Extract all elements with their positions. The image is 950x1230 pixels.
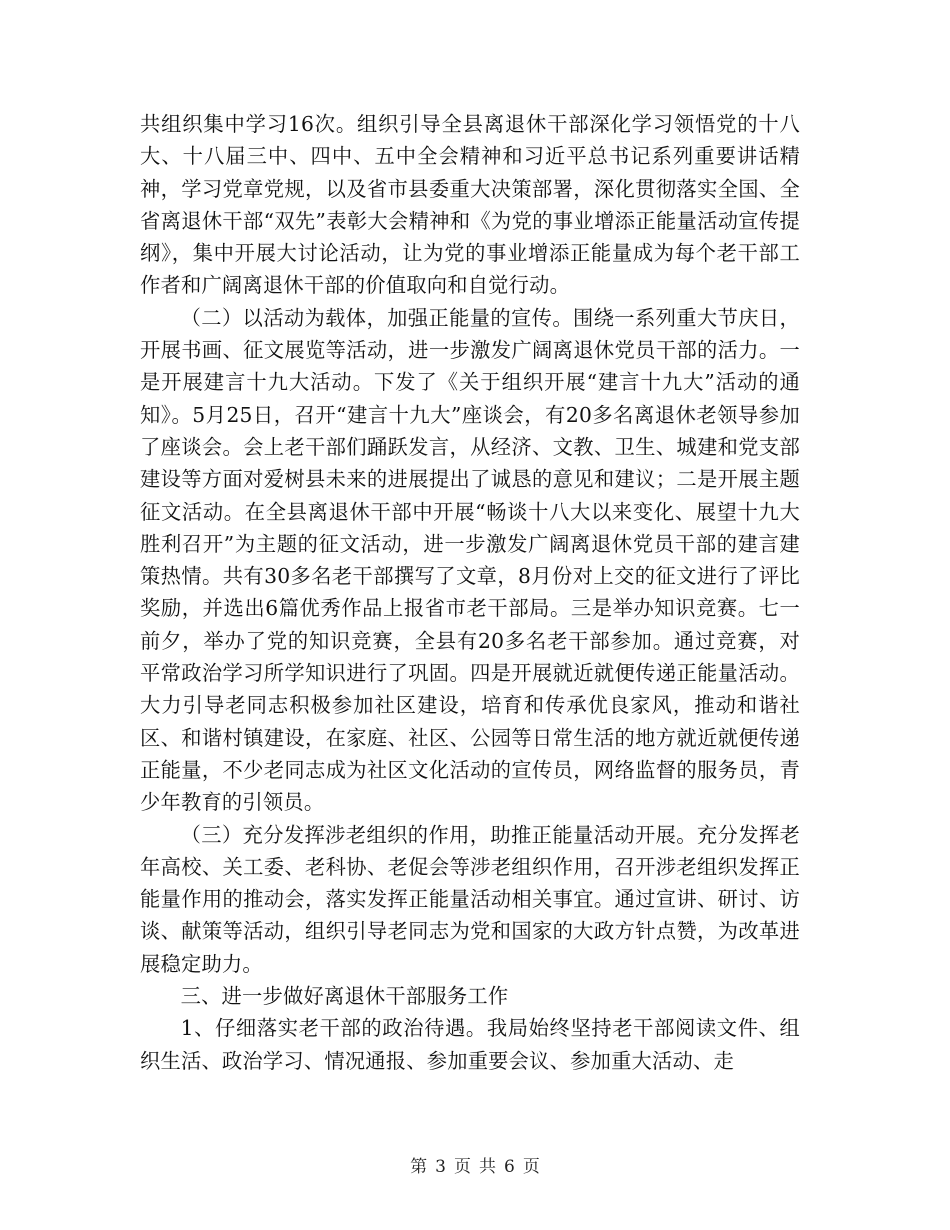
footer-total-pages: 6 — [504, 1157, 515, 1177]
footer-prefix: 第 — [410, 1157, 428, 1177]
body-text — [140, 108, 800, 1077]
footer-total-word: 共 — [479, 1157, 496, 1177]
paragraph-continuation: 共组织集中学习16次。组织引导全县离退休干部深化学习领悟党的十八大、十八届三中、四中、五中全会精神和习近平总书记系列重要讲话精神，学习党章党规，以及省市县委重大决策部署，深化贯彻落实全国、全省离退休干部“双先”表彰大会精神和《为党的事业增添正能量活动宣传提纲》，集中开展大讨论活动，让为党的事业增添正能量成为每个老干部工作者和广阔离退休干部的价值取向和自觉行动。 — [140, 112, 800, 298]
footer-current-page: 3 — [435, 1157, 446, 1177]
section-heading: 三、进一步做好离退休干部服务工作 — [180, 984, 509, 1009]
page-footer — [0, 1155, 950, 1179]
paragraph-section-2: （二）以活动为载体，加强正能量的宣传。围绕一系列重大节庆日，开展书画、征文展览等活动，进一步激发广阔离退休党员干部的活力。一是开展建言十九大活动。下发了《关于组织开展“建言十九大”活动的通知》。5月25日，召开“建言十九大”座谈会，有20多名离退休老领导参加了座谈会。会上老干部们踊跃发言，从经济、文教、卫生、城建和党支部建设等方面对爱树县未来的进展提出了诚恳的意见和建议；二是开展主题征文活动。在全县离退休干部中开展“畅谈十八大以来变化、展望十九大胜利召开”为主题的征文活动，进一步激发广阔离退休党员干部的建言建策热情。共有30多名老干部撰写了文章，8月份对上交的征文进行了评比奖励，并选出6篇优秀作品上报省市老干部局。三是举办知识竞赛。七一前夕，举办了党的知识竞赛，全县有20多名老干部参加。通过竞赛，对平常政治学习所学知识进行了巩固。四是开展就近就便传递正能量活动。大力引导老同志积极参加社区建设，培育和传承优良家风，推动和谐社区、和谐村镇建设，在家庭、社区、公园等日常生活的地方就近就便传递正能量，不少老同志成为社区文化活动的宣传员，网络监督的服务员，青少年教育的引领员。 — [140, 305, 800, 815]
paragraph-section-3: （三）充分发挥涉老组织的作用，助推正能量活动开展。充分发挥老年高校、关工委、老科协、老促会等涉老组织作用，召开涉老组织发挥正能量作用的推动会，落实发挥正能量活动相关事宜。通过宣讲、研讨、访谈、献策等活动，组织引导老同志为党和国家的大政方针点赞，为改革进展稳定助力。 — [140, 822, 800, 976]
footer-suffix: 页 — [522, 1157, 540, 1177]
footer-page-word: 页 — [454, 1157, 471, 1177]
paragraph-item-1: 1、仔细落实老干部的政治待遇。我局始终坚持老干部阅读文件、组织生活、政治学习、情况通报、参加重要会议、参加重大活动、走 — [140, 1016, 800, 1073]
